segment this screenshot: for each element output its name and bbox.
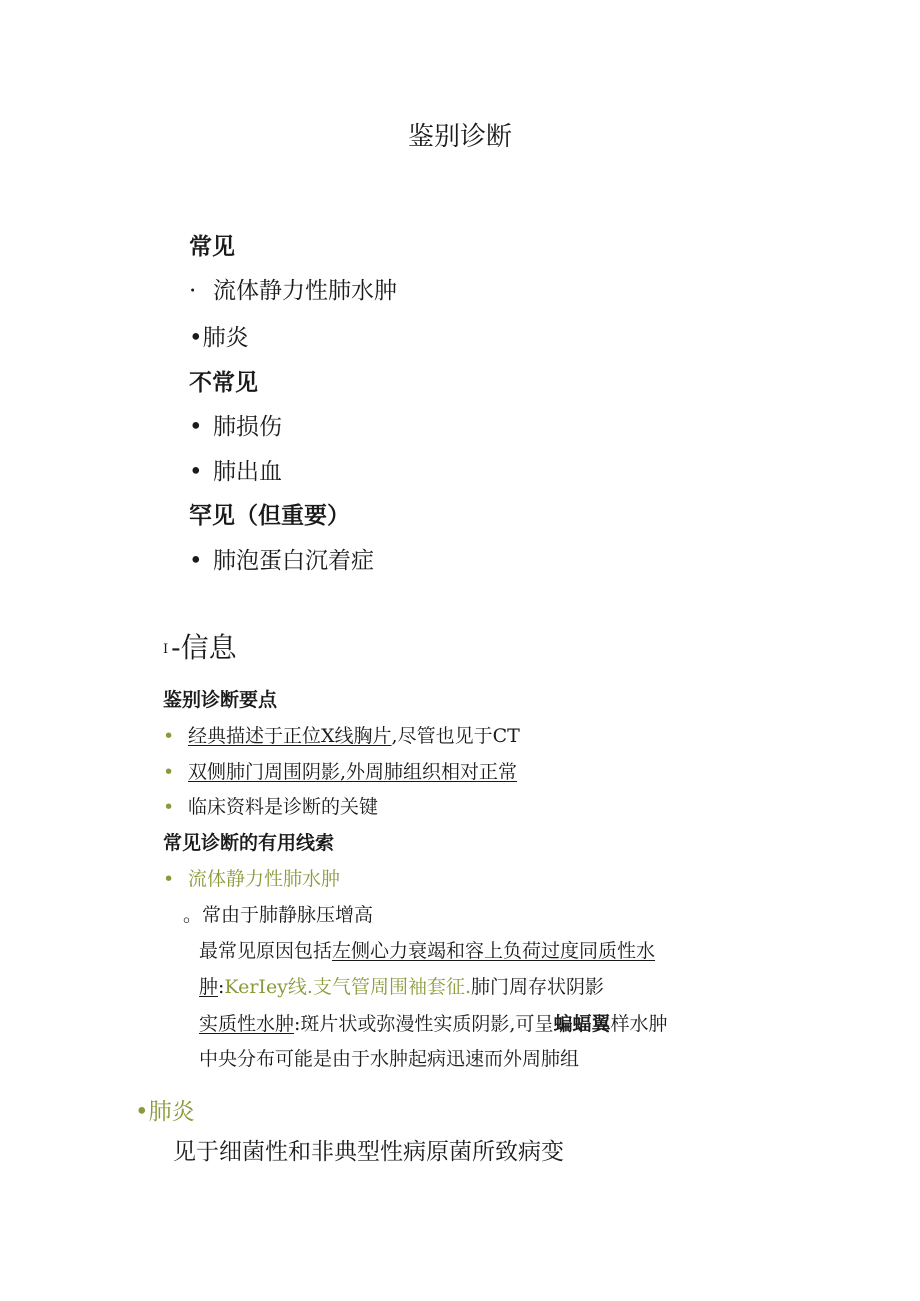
clue-line: 肿:KerIey线.支气管周围袖套征.肺门周存状阴影 <box>199 976 605 998</box>
info-heading: I -信息 <box>163 631 237 664</box>
section-heading-common: 常见 <box>189 233 235 260</box>
pneumonia-heading: •肺炎 <box>135 1099 195 1125</box>
list-item: • 肺泡蛋白沉着症 <box>189 548 374 574</box>
list-item: • 经典描述于正位X线胸片,尽管也见于CT <box>163 725 520 747</box>
pneumonia-text: 见于细菌性和非典型性病原菌所致病变 <box>173 1139 564 1165</box>
clue-line: 实质性水肿:斑片状或弥漫性实质阴影,可呈蝙蝠翼样水肿 <box>199 1013 668 1035</box>
bullet: · <box>189 278 197 304</box>
section-heading-uncommon: 不常见 <box>189 369 258 396</box>
list-item: · 流体静力性肺水肿 <box>189 278 397 304</box>
list-item: • 双侧肺门周围阴影,外周肺组织相对正常 <box>163 761 518 783</box>
list-item: • 肺出血 <box>189 459 282 485</box>
key-points-heading: 鉴别诊断要点 <box>163 689 278 711</box>
page-title: 鉴别诊断 <box>407 122 512 152</box>
sub-item: 。常由于肺静脉压增高 <box>183 904 374 926</box>
clues-heading: 常见诊断的有用线索 <box>163 832 335 854</box>
list-item: •肺炎 <box>189 325 249 351</box>
section-heading-rare: 罕见（但重要） <box>189 502 350 529</box>
clue-line: 最常见原因包括左侧心力衰竭和容上负荷过度同质性水 <box>199 940 656 962</box>
list-item: • 流体静力性肺水肿 <box>163 868 341 890</box>
clue-line: 中央分布可能是由于水肿起病迅速而外周肺组 <box>199 1048 580 1070</box>
list-item: • 临床资料是诊断的关键 <box>163 796 379 818</box>
bullet: • <box>189 325 203 351</box>
list-item: • 肺损伤 <box>189 414 282 440</box>
